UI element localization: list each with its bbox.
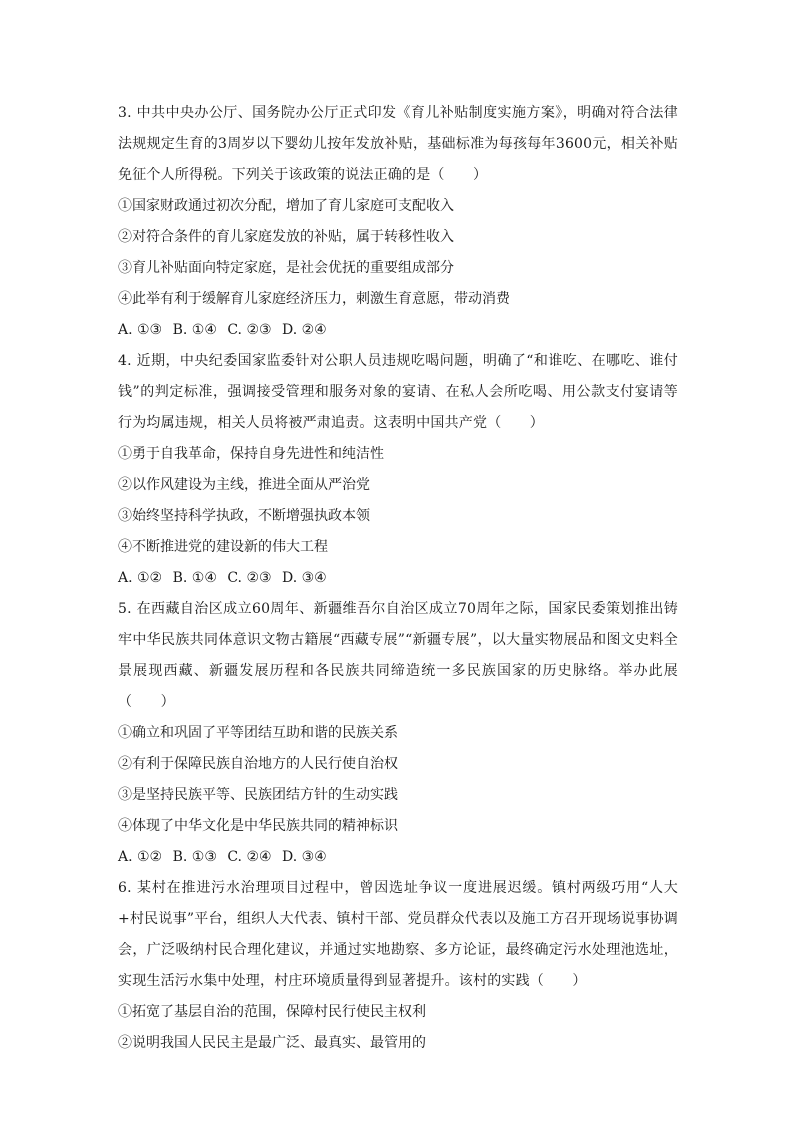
option-1: ①勇于自我革命，保持自身先进性和纯洁性 (118, 446, 384, 462)
option-4: ④体现了中华文化是中华民族共同的精神标识 (118, 818, 398, 834)
option-2: ②对符合条件的育儿家庭发放的补贴，属于转移性收入 (118, 229, 454, 245)
option-3: ③育儿补贴面向特定家庭，是社会优抚的重要组成部分 (118, 260, 454, 276)
option-1: ①拓宽了基层自治的范围，保障村民行使民主权利 (118, 1004, 426, 1020)
option-4: ④此举有利于缓解育儿家庭经济压力，刺激生育意愿，带动消费 (118, 291, 510, 307)
answer-d: D. ②④ (282, 322, 327, 338)
answer-a: A. ①③ (118, 322, 163, 338)
option-3: ③始终坚持科学执政，不断增强执政本领 (118, 508, 370, 524)
answer-d: D. ③④ (282, 849, 327, 865)
option-4: ④不断推进党的建设新的伟大工程 (118, 539, 328, 555)
answer-c: C. ②④ (227, 849, 272, 865)
answer-c: C. ②③ (227, 570, 272, 586)
question-3 (118, 98, 678, 346)
answer-b: B. ①④ (172, 322, 217, 338)
option-2: ②有利于保障民族自治地方的人民行使自治权 (118, 756, 398, 772)
answer-a: A. ①② (118, 849, 163, 865)
exam-page (118, 98, 678, 1059)
answer-choices (118, 842, 678, 873)
question-stem: 5. 在西藏自治区成立60周年、新疆维吾尔自治区成立70周年之际，国家民委策划推出铸牢中华民族共同体意识文物古籍展“西藏专展”“新疆专展”，以大量实物展品和图文史料全景展现西藏、新疆发展历程和各民族共同缔造统一多民族国家的历史脉络。举办此展（ ） (118, 601, 678, 710)
question-4 (118, 346, 678, 594)
option-2: ②说明我国人民民主是最广泛、最真实、最管用的 (118, 1035, 426, 1051)
option-3: ③是坚持民族平等、民族团结方针的生动实践 (118, 787, 398, 803)
option-1: ①国家财政通过初次分配，增加了育儿家庭可支配收入 (118, 198, 454, 214)
answer-choices (118, 563, 678, 594)
answer-b: B. ①④ (172, 570, 217, 586)
question-stem: 6. 某村在推进污水治理项目过程中，曾因选址争议一度进展迟缓。镇村两级巧用“人大+村民说事”平台，组织人大代表、镇村干部、党员群众代表以及施工方召开现场说事协调会，广泛吸纳村民合理化建议，并通过实地勘察、多方论证，最终确定污水处理池选址，实现生活污水集中处理，村庄环境质量得到显著提升。该村的实践（ ） (118, 880, 678, 989)
answer-choices (118, 315, 678, 346)
option-2: ②以作风建设为主线，推进全面从严治党 (118, 477, 370, 493)
question-stem: 4. 近期，中央纪委国家监委针对公职人员违规吃喝问题，明确了“和谁吃、在哪吃、谁付钱”的判定标准，强调接受管理和服务对象的宴请、在私人会所吃喝、用公款支付宴请等行为均属违规，相关人员将被严肃追责。这表明中国共产党（ ） (118, 353, 678, 431)
answer-a: A. ①② (118, 570, 163, 586)
option-1: ①确立和巩固了平等团结互助和谐的民族关系 (118, 725, 398, 741)
question-6 (118, 873, 678, 1059)
answer-d: D. ③④ (282, 570, 327, 586)
answer-b: B. ①③ (172, 849, 217, 865)
answer-c: C. ②③ (227, 322, 272, 338)
question-5 (118, 594, 678, 873)
question-stem: 3. 中共中央办公厅、国务院办公厅正式印发《育儿补贴制度实施方案》，明确对符合法律法规规定生育的3周岁以下婴幼儿按年发放补贴，基础标准为每孩每年3600元，相关补贴免征个人所得税。下列关于该政策的说法正确的是（ ） (118, 105, 678, 183)
